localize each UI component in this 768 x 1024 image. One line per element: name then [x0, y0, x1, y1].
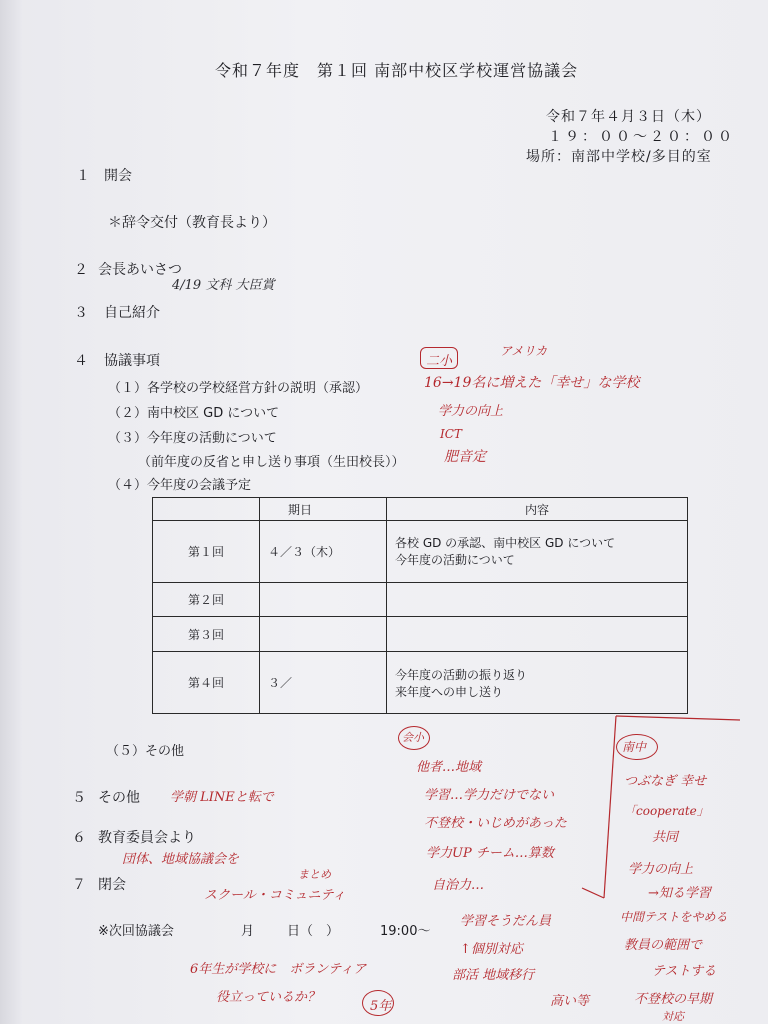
section-7-number: ７: [72, 877, 86, 893]
handnote-mid-4: 学力UP チーム…算数: [426, 846, 554, 861]
section-1-number: １: [76, 168, 90, 184]
handnote-s4-extra: 肥音定: [444, 449, 486, 465]
document-title: 令和７年度 第１回 南部中校区学校運営協議会: [215, 61, 579, 80]
handnote-s5: 学朝 LINEと転で: [170, 790, 274, 805]
agenda-item-3-detail: （前年度の反省と申し送り事項（生田校長））: [138, 455, 405, 470]
handnote-right-5: →知る学習: [648, 886, 711, 901]
meeting-date: 令和７年４月３日（木）: [546, 109, 711, 125]
section-5-number: ５: [72, 790, 86, 806]
handnote-s4-ict: ICT: [440, 427, 462, 441]
handnote-right-1: つぶなぎ 幸せ: [624, 774, 707, 789]
handnote-right-2: 「cooperate」: [624, 804, 709, 818]
handnote-mid-3: 不登校・いじめがあった: [424, 816, 567, 831]
section-6-label: 教育委員会より: [98, 830, 196, 846]
row-2-name: 第２回: [153, 582, 260, 617]
handnote-s4-america: アメリカ: [500, 344, 548, 358]
handnote-mid-low-3: 部活 地域移行: [452, 968, 535, 983]
next-meeting-label: ※次回協議会: [98, 924, 174, 939]
agenda-item-3: （３）今年度の活動について: [108, 431, 277, 446]
row-4-content-line-1: 今年度の活動の振り返り: [395, 667, 528, 682]
table-header-row: [153, 498, 688, 521]
handnote-mid-low-2: ↑個別対応: [460, 942, 523, 957]
handnote-right-3: 共同: [652, 830, 679, 845]
handnote-mid-5: 自治力…: [432, 878, 485, 893]
row-3-date: [260, 617, 387, 652]
handnote-mid-low-4: 高い等: [550, 994, 590, 1009]
handnote-mid-low-1: 学習そうだん員: [460, 914, 552, 929]
section-6-number: ６: [72, 830, 86, 846]
handnote-s6-a: 団体、地域協議会を: [122, 852, 240, 867]
agenda-item-2: （２）南中校区 GD について: [108, 406, 280, 421]
row-1-date: ４／３（木）: [260, 521, 387, 583]
handnote-right-4: 学力の向上: [628, 862, 694, 877]
row-4-content: [387, 652, 688, 714]
row-4-name: 第４回: [153, 652, 260, 714]
section-4-number: ４: [74, 353, 88, 369]
handnote-bottom-b: 役立っているか？: [216, 990, 321, 1005]
handnote-right-6: 中間テストをやめる: [620, 910, 728, 924]
section-3-number: ３: [74, 305, 88, 321]
row-4-content-line-2: 来年度への申し送り: [395, 684, 504, 699]
handnote-s6-b: まとめ: [298, 868, 331, 881]
row-1-name: 第１回: [153, 521, 260, 583]
table-header-cell: [153, 498, 260, 521]
meeting-time: １９：００～２０：００: [548, 129, 735, 145]
row-3-name: 第３回: [153, 617, 260, 652]
next-meeting-month: 月: [241, 924, 255, 939]
section-5-label: その他: [98, 790, 140, 806]
section-7-label: 閉会: [98, 877, 126, 893]
handnote-mid-label: 会小: [402, 731, 424, 744]
agenda-item-5: （５）その他: [106, 744, 185, 759]
meeting-schedule-table: [152, 497, 688, 714]
section-2-number: ２: [74, 262, 88, 278]
handnote-mid-2: 学習…学力だけでない: [424, 788, 555, 803]
table-row: [153, 652, 688, 714]
row-3-content: [387, 617, 688, 652]
table-row: [153, 521, 688, 583]
next-meeting-time: 19:00～: [380, 924, 431, 939]
table-header-date: 期日: [260, 498, 387, 521]
section-2-label: 会長あいさつ: [98, 262, 182, 278]
handnote-s4-school: 二小: [426, 354, 453, 369]
handnote-s6-c: スクール・コミュニティ: [204, 888, 346, 903]
agenda-item-1: （１）各学校の学校経営方針の説明（承認）: [108, 381, 369, 396]
section-4-label: 協議事項: [104, 353, 160, 369]
page-edge-shadow: [0, 0, 22, 1024]
section-1-label: 開会: [104, 168, 132, 184]
table-row: [153, 582, 688, 617]
row-1-content-line-1: 各校 GD の承認、南中校区 GD について: [395, 536, 616, 551]
handnote-bottom-a: 6年生が学校に ボランティア: [190, 962, 367, 977]
table-row: [153, 617, 688, 652]
row-4-date: ３／: [260, 652, 387, 714]
row-1-content-line-2: 今年度の活動について: [395, 553, 515, 568]
next-meeting-day: 日（ ）: [287, 924, 340, 939]
handnote-s4-school-box: [420, 347, 458, 369]
handnote-right-7: 教員の範囲で: [624, 938, 703, 953]
section-3-label: 自己紹介: [104, 305, 160, 321]
row-2-date: [260, 582, 387, 617]
section-1-sub: ＊辞令交付（教育長より）: [108, 215, 276, 231]
handnote-bottom-c: 5年: [370, 999, 392, 1014]
handnote-s4-happy: 16→19名に増えた「幸せ」な学校: [424, 375, 640, 391]
row-1-content: [387, 521, 688, 583]
meeting-place: 場所：南部中学校/多目的室: [526, 149, 712, 165]
handnote-right-label: 南中: [622, 740, 647, 754]
table-header-content: 内容: [387, 498, 688, 521]
handnote-s4-academic: 学力の向上: [438, 404, 504, 419]
handnote-right-8: テストする: [652, 964, 717, 979]
agenda-item-4: （４）今年度の会議予定: [108, 478, 252, 493]
handnote-bottom-c-circle: [362, 990, 394, 1016]
handnote-greeting: 4/19 文科 大臣賞: [172, 278, 275, 293]
row-2-content: [387, 582, 688, 617]
handnote-right-10: 対応: [662, 1010, 684, 1023]
handnote-right-9: 不登校の早期: [634, 992, 713, 1007]
handnote-mid-1: 他者…地域: [416, 760, 482, 775]
